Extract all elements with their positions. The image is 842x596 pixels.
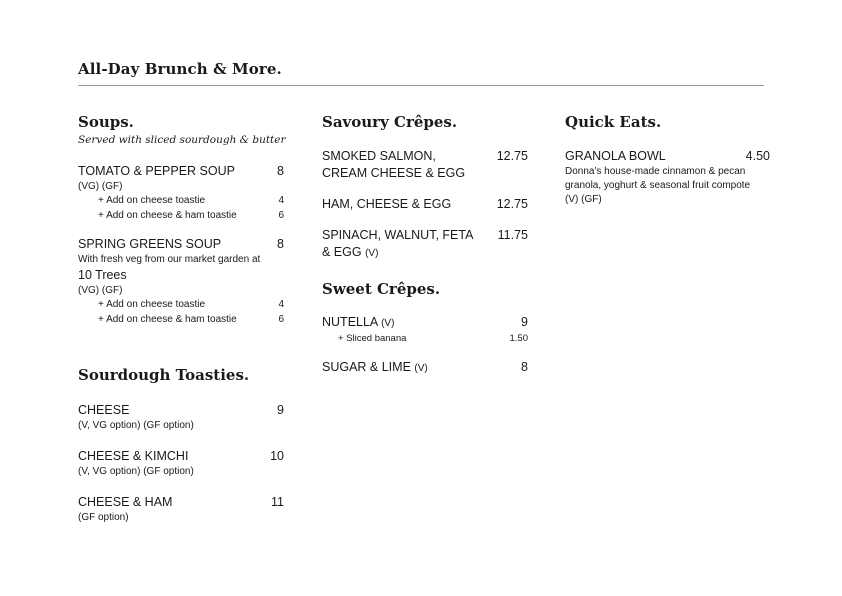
section-title-savoury: Savoury Crêpes. xyxy=(322,113,458,131)
item-tags: (VG) (GF) xyxy=(78,285,123,296)
item-name-line1: SMOKED SALMON, xyxy=(322,149,436,163)
quick-section xyxy=(565,112,770,207)
item-name: CHEESE xyxy=(78,403,130,417)
menu-item xyxy=(322,314,528,345)
soups-section xyxy=(78,112,284,327)
column-left xyxy=(78,112,284,525)
item-desc-line1: Donna's house-made cinnamon & pecan xyxy=(565,166,746,177)
item-price: 4.50 xyxy=(745,149,770,163)
item-tags: (GF option) xyxy=(78,512,129,523)
addon-row xyxy=(78,194,284,209)
toasties-section xyxy=(78,365,284,525)
section-subtitle-soups: Served with sliced sourdough & butter xyxy=(78,134,286,146)
savoury-section xyxy=(322,112,528,262)
item-name: SPRING GREENS SOUP xyxy=(78,237,222,251)
item-name-line1: SPINACH, WALNUT, FETA xyxy=(322,228,474,242)
item-name: HAM, CHEESE & EGG xyxy=(322,197,452,211)
item-name-line2: CREAM CHEESE & EGG xyxy=(322,166,466,180)
item-name xyxy=(322,227,473,262)
section-title-sweet: Sweet Crêpes. xyxy=(322,280,441,298)
menu-item xyxy=(322,196,528,213)
menu-item xyxy=(78,402,284,433)
menu-item xyxy=(78,494,284,525)
item-price: 11 xyxy=(271,495,284,509)
item-tags: (V, VG option) (GF option) xyxy=(78,420,194,431)
item-tag: (V) xyxy=(365,248,379,259)
addon-row xyxy=(78,298,284,313)
item-tag: (V) xyxy=(381,318,395,329)
addon-label: + Add on cheese toastie xyxy=(98,299,206,310)
item-name xyxy=(322,359,428,377)
menu-item xyxy=(322,148,528,182)
item-tags: (V) (GF) xyxy=(565,194,602,205)
addon-label: + Add on cheese & ham toastie xyxy=(98,209,237,221)
sweet-section xyxy=(322,279,528,377)
item-desc-line2: granola, yoghurt & seasonal fruit compote xyxy=(565,180,751,191)
column-right xyxy=(565,112,770,207)
addon-label: + Add on cheese & ham toastie xyxy=(98,313,237,325)
item-price: 8 xyxy=(521,360,528,374)
section-title-soups: Soups. xyxy=(78,113,134,131)
item-note: With fresh veg from our market garden at xyxy=(78,254,261,265)
addon-price: 6 xyxy=(278,209,284,221)
addon-price: 1.50 xyxy=(509,333,528,344)
addon-label: + Sliced banana xyxy=(338,333,407,344)
item-price: 8 xyxy=(277,164,284,178)
item-tag: (V) xyxy=(414,363,428,374)
addon-price: 6 xyxy=(278,313,284,325)
item-price: 9 xyxy=(277,403,284,417)
section-title-toasties: Sourdough Toasties. xyxy=(78,366,250,384)
item-note-place: 10 Trees xyxy=(78,268,127,282)
menu-item xyxy=(78,236,284,327)
addon-row xyxy=(78,313,284,328)
title-divider xyxy=(78,85,764,86)
item-price: 11.75 xyxy=(497,228,528,242)
menu-item xyxy=(322,359,528,377)
item-price: 12.75 xyxy=(496,149,528,163)
item-price: 10 xyxy=(270,449,284,463)
item-price: 8 xyxy=(277,237,284,251)
item-name: GRANOLA BOWL xyxy=(565,149,666,163)
menu-item xyxy=(78,163,284,223)
addon-label: + Add on cheese toastie xyxy=(98,195,206,206)
item-name: CHEESE & KIMCHI xyxy=(78,449,189,463)
item-tags: (V, VG option) (GF option) xyxy=(78,466,194,477)
addon-row xyxy=(78,209,284,224)
item-name-text: NUTELLA xyxy=(322,315,378,329)
menu-item xyxy=(565,148,770,207)
item-name-text: SUGAR & LIME xyxy=(322,360,411,374)
addon-price: 4 xyxy=(278,195,284,206)
section-title-quick: Quick Eats. xyxy=(565,113,662,131)
item-name xyxy=(322,314,394,332)
menu-item xyxy=(78,448,284,479)
item-price: 12.75 xyxy=(496,197,528,211)
item-tags: (VG) (GF) xyxy=(78,181,123,192)
page-title: All-Day Brunch & More. xyxy=(78,60,282,78)
item-name xyxy=(322,148,465,182)
item-name: CHEESE & HAM xyxy=(78,495,173,509)
addon-row xyxy=(322,332,528,345)
menu-item xyxy=(322,227,528,262)
item-name-line2: & EGG xyxy=(322,245,362,259)
item-price: 9 xyxy=(521,315,528,329)
column-middle xyxy=(322,112,528,377)
addon-price: 4 xyxy=(278,299,284,310)
item-name: TOMATO & PEPPER SOUP xyxy=(78,164,235,178)
